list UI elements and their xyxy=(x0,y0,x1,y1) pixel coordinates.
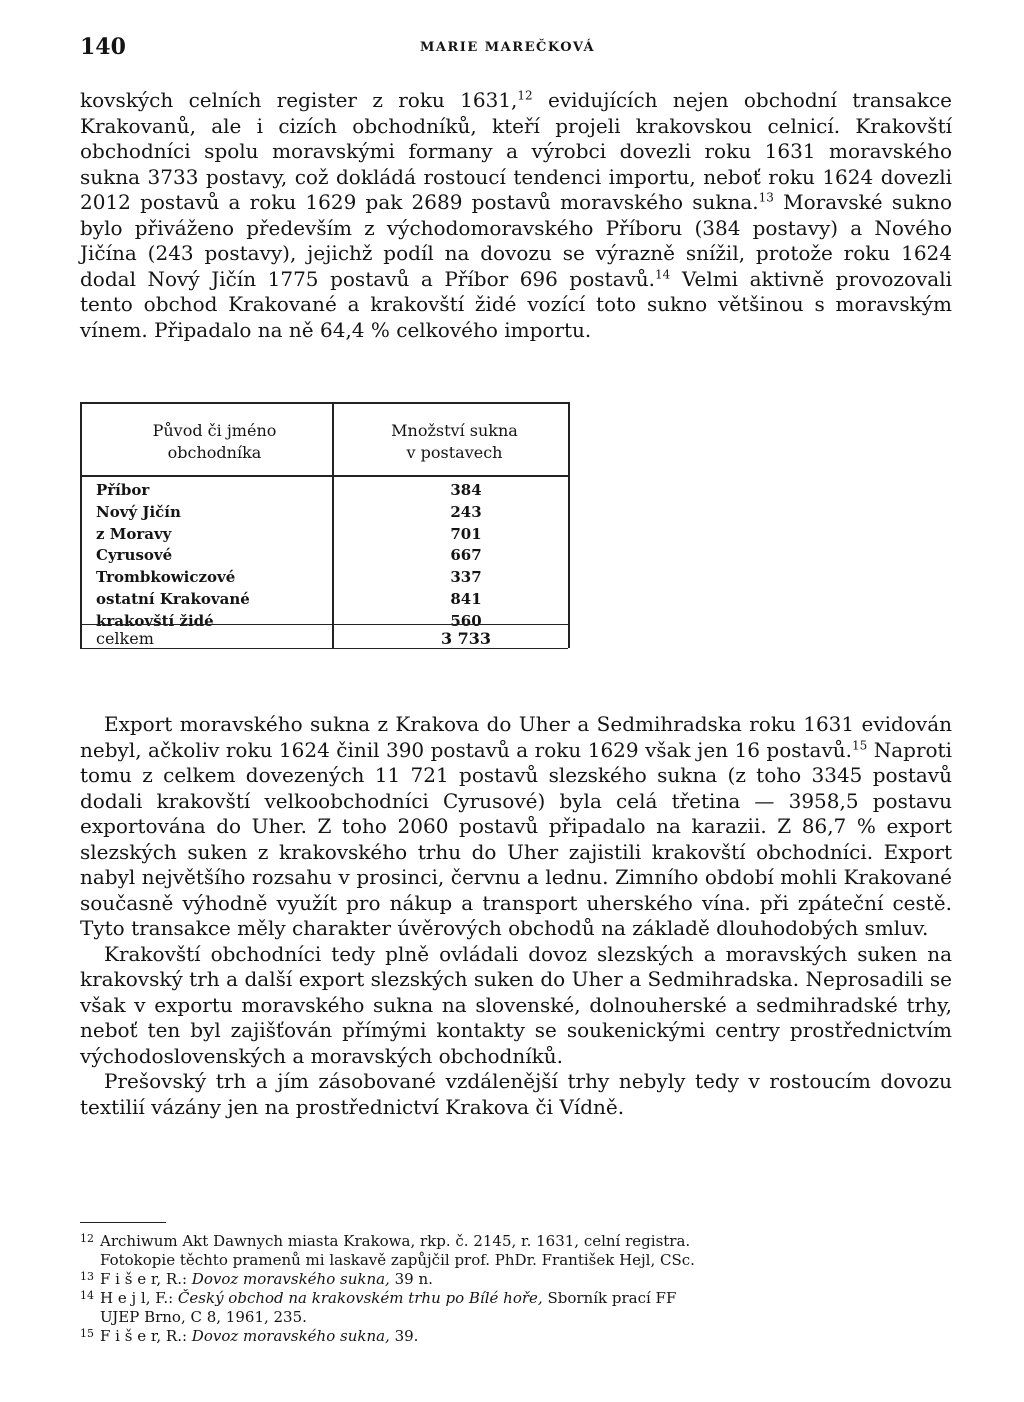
table-border xyxy=(80,402,82,648)
paragraph: Export moravského sukna z Krakova do Uher a Sedmihradska roku 1631 evidován nebyl, ačkoliv roku 1624 činil 390 postavů a roku 1629 však jen 16 postavů.$^{15}$ Naproti tomu z celkem dovezených 11 721 postavů slezského sukna (z toho 3345 postavů dodali krakovští velkoobchodníci Cyrusové) byla celá třetina — 3958,5 postavu exportována do Uher. Z toho 2060 postavů připadalo na karazii. Z 86,7 % export slezských suken z krakovského trhu do Uher zajistili krakovští obchodníci. Export nabyl největšího rozsahu v prosinci, červnu a lednu. Zimního období mohli Krakované současně výhodně využít pro nákup a transport uherského vína. při zpáteční cestě. Tyto transakce měly charakter úvěrových obchodů na základě dlouhodobých smluv. xyxy=(80,712,952,940)
body-text-top xyxy=(80,88,952,343)
footnote: 14 H e j l, F.: Český obchod na krakovském trhu po Bílé hoře, Sborník prací FF UJEP Brno, C 8, 1961, 235. xyxy=(80,1289,677,1326)
footnote-ref[interactable]: 13 xyxy=(758,190,774,205)
table-total-row: celkem 3 733 xyxy=(96,629,492,648)
footnote-ref[interactable]: 12 xyxy=(517,88,533,103)
footnote: 13 F i š e r, R.: Dovoz moravského sukna, 39 n. xyxy=(80,1270,433,1288)
footnote-rule xyxy=(80,1222,166,1223)
table-rule xyxy=(80,475,568,477)
paragraph: Krakovští obchodníci tedy plně ovládali dovoz slezských a moravských suken na krakovský trh a další export slezských suken do Uher a Sedmihradska. Neprosadili se však v exportu moravského sukna na slovenské, dolnouherské a sedmihradské trhy, neboť ten byl zajišťován přímými kontakty se soukenickými centry prostřednictvím východoslovenských a moravských obchodníků. xyxy=(80,941,952,1068)
footnotes xyxy=(80,1232,960,1346)
table-row: krakovští židé 560 xyxy=(96,611,482,630)
footnote: 15 F i š e r, R.: Dovoz moravského sukna, 39. xyxy=(80,1327,419,1345)
page-header xyxy=(80,34,950,64)
table-row: Cyrusové 667 xyxy=(96,546,482,565)
table-row: Příbor 384 xyxy=(96,481,482,499)
table-rule xyxy=(80,624,568,625)
table-header-quantity: Množství sukna v postavech xyxy=(391,421,518,462)
table-body xyxy=(96,480,566,633)
footnote: 12 Archiwum Akt Dawnych miasta Krakowa, rkp. č. 2145, r. 1631, celní registra. Fotokopie těchto pramenů mi laskavě zapůjčil prof. PhDr. František Hejl, CSc. xyxy=(80,1232,695,1269)
table-row: Nový Jičín 243 xyxy=(96,502,482,521)
table-row: z Moravy 701 xyxy=(96,524,482,543)
table-header-origin: Původ či jméno obchodníka xyxy=(152,421,277,462)
paragraph: kovských celních register z roku 1631,12 evidujících nejen obchodní transakce Krakovanů, ale i cizích obchodníků, kteří projeli krakovskou celnicí. Krakovští obchodníci spolu moravskými formany a výrobci dovezli roku 1631 moravského sukna 3733 postavy, což dokládá rostoucí tendenci importu, neboť roku 1624 dovezli 2012 postavů a roku 1629 pak 2689 postavů moravského sukna.$^{13}$ Moravské sukno bylo přiváženo především z východomoravského Příboru (384 postavy) a Nového Jičína (243 postavy), jejichž podíl na dovozu se výrazně snížil, protože roku 1624 dodal Nový Jičín 1775 postavů a Příbor 696 postavů.$^{14}$ Velmi aktivně provozovali tento obchod Krakované a krakovští židé vozící toto sukno většinou s moravským vínem. Připadalo na ně 64,4 % celkového importu. xyxy=(80,88,953,342)
table-row: Trombkowiczové 337 xyxy=(96,568,482,587)
table-row: ostatní Krakované 841 xyxy=(96,589,482,608)
footnote-ref[interactable]: 15 xyxy=(852,737,868,752)
running-head: MARIE MAREČKOVÁ xyxy=(420,40,596,55)
footnote-ref[interactable]: 14 xyxy=(655,266,671,281)
body-text-bottom xyxy=(80,712,952,1120)
table-rule xyxy=(80,648,568,649)
table-rule xyxy=(80,402,568,404)
page-number: 140 xyxy=(80,34,126,60)
paragraph: Prešovský trh a jím zásobované vzdálenější trhy nebyly tedy v rostoucím dovozu textilií vázány jen na prostřednictví Krakova či Vídně. xyxy=(80,1069,952,1119)
